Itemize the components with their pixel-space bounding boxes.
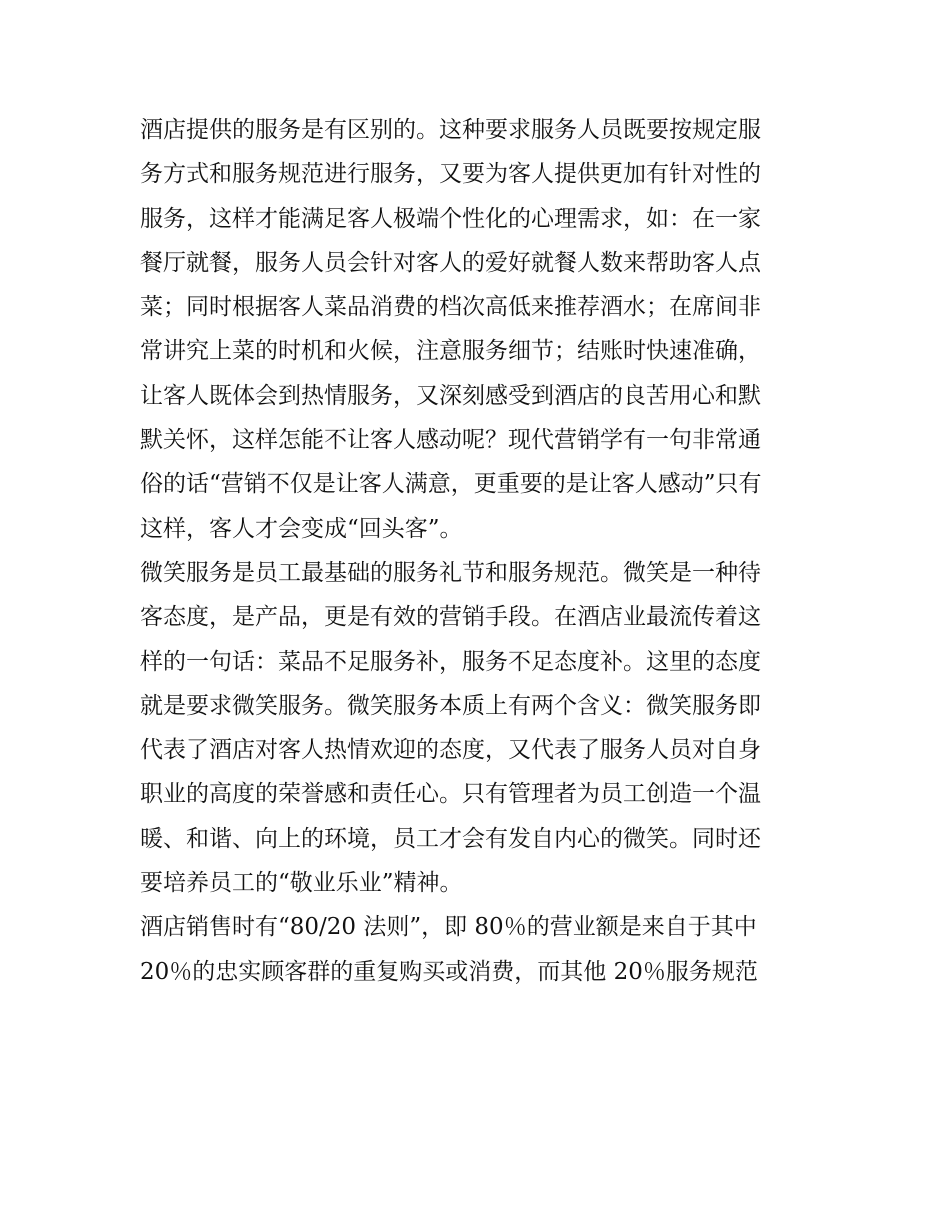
document-body-text [140,108,820,994]
text-line-11: 微笑服务是员工最基础的服务礼节和服务规范。微笑是一种待 [140,559,761,586]
text-line-1: 酒店提供的服务是有区别的。这种要求服务人员既要按规定服 [140,117,761,143]
text-line-8: 默关怀，这样怎能不让客人感动呢？现代营销学有一句非常通 [140,427,761,454]
text-line-20: 20％的忠实顾客群的重复购买或消费，而其他 20％服务规范 [140,958,758,985]
text-line-10: 这样，客人才会变成“回头客”。 [140,515,463,542]
text-line-13: 样的一句话：菜品不足服务补，服务不足态度补。这里的态度 [140,648,761,675]
text-line-18: 要培养员工的“敬业乐业”精神。 [140,870,463,897]
text-line-5: 菜；同时根据客人菜品消费的档次高低来推荐酒水；在席间非 [140,294,761,321]
text-line-16: 职业的高度的荣誉感和责任心。只有管理者为员工创造一个温 [140,781,761,808]
text-line-12: 客态度，是产品，更是有效的营销手段。在酒店业最流传着这 [140,604,761,631]
text-line-6: 常讲究上菜的时机和火候，注意服务细节；结账时快速准确， [140,338,761,365]
text-line-2: 务方式和服务规范进行服务，又要为客人提供更加有针对性的 [140,161,761,188]
text-line-14: 就是要求微笑服务。微笑服务本质上有两个含义：微笑服务即 [140,692,761,719]
text-line-9: 俗的话“营销不仅是让客人满意，更重要的是让客人感动”只有 [140,471,762,498]
text-line-19: 酒店销售时有“80/20 法则”，即 80％的营业额是来自于其中 [140,914,757,941]
text-line-3: 服务，这样才能满足客人极端个性化的心理需求，如：在一家 [140,205,761,232]
text-line-15: 代表了酒店对客人热情欢迎的态度，又代表了服务人员对自身 [140,737,761,764]
text-line-17: 暖、和谐、向上的环境，员工才会有发自内心的微笑。同时还 [140,825,761,852]
text-line-4: 餐厅就餐，服务人员会针对客人的爱好就餐人数来帮助客人点 [140,249,761,276]
text-line-7: 让客人既体会到热情服务，又深刻感受到酒店的良苦用心和默 [140,382,761,409]
